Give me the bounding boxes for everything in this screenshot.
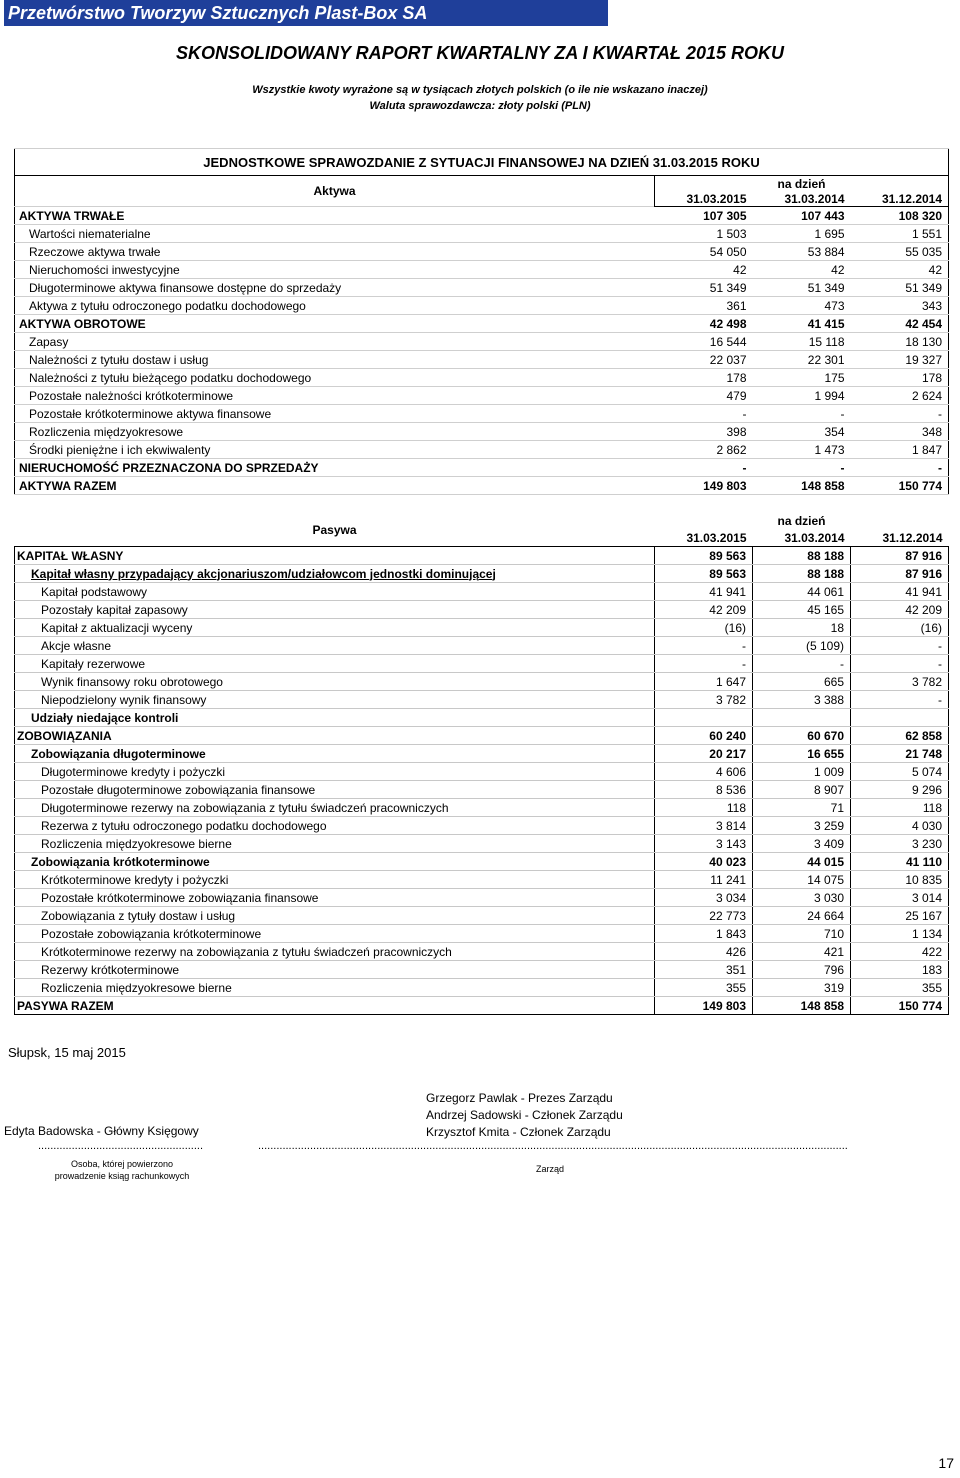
value-cell: 89 563 (655, 547, 753, 565)
row-label: Udziały niedające kontroli (15, 709, 655, 727)
value-cell: 1 847 (851, 441, 949, 459)
value-cell: 24 664 (753, 907, 851, 925)
value-cell: - (851, 459, 949, 477)
table-row (15, 925, 949, 943)
reporting-currency-note: Waluta sprawozdawcza: złoty polski (PLN) (369, 100, 591, 112)
value-cell: 178 (851, 369, 949, 387)
value-cell: 3 230 (851, 835, 949, 853)
value-cell: 421 (753, 943, 851, 961)
table-row (15, 261, 949, 279)
value-cell: 21 748 (851, 745, 949, 763)
row-label: PASYWA RAZEM (15, 997, 655, 1015)
table-row (15, 961, 949, 979)
value-cell: 1 843 (655, 925, 753, 943)
value-cell: - (655, 459, 753, 477)
value-cell: 3 814 (655, 817, 753, 835)
row-label: Kapitał z aktualizacji wyceny (15, 619, 655, 637)
report-title: SKONSOLIDOWANY RAPORT KWARTALNY ZA I KWARTAŁ 2015 ROKU (175, 43, 785, 63)
row-label: ZOBOWIĄZANIA (15, 727, 655, 745)
row-label: Zobowiązania krótkoterminowe (15, 853, 655, 871)
row-label: Pozostałe należności krótkoterminowe (15, 387, 655, 405)
value-cell: 178 (655, 369, 753, 387)
value-cell: 87 916 (851, 547, 949, 565)
table-row (15, 297, 949, 315)
value-cell: 108 320 (851, 207, 949, 225)
value-cell: 150 774 (851, 477, 949, 495)
value-cell: 796 (753, 961, 851, 979)
row-label: Krótkoterminowe kredyty i pożyczki (15, 871, 655, 889)
value-cell: 3 782 (851, 673, 949, 691)
table-row (15, 405, 949, 423)
value-cell: 18 (753, 619, 851, 637)
value-cell: 18 130 (851, 333, 949, 351)
row-label: Kapitał podstawowy (15, 583, 655, 601)
date-col-1: 31.03.2015 (655, 529, 753, 547)
table-row (15, 279, 949, 297)
table-row (15, 477, 949, 495)
table-row (15, 871, 949, 889)
table-row (15, 745, 949, 763)
table-row (15, 889, 949, 907)
value-cell: 361 (655, 297, 753, 315)
table-row (15, 979, 949, 997)
value-cell: 355 (655, 979, 753, 997)
table-row (15, 655, 949, 673)
row-label: Wartości niematerialne (15, 225, 655, 243)
row-label: Rozliczenia międzyokresowe (15, 423, 655, 441)
row-label: Długoterminowe kredyty i pożyczki (15, 763, 655, 781)
value-cell: 1 009 (753, 763, 851, 781)
table-row (15, 907, 949, 925)
value-cell: 9 296 (851, 781, 949, 799)
table-row (15, 583, 949, 601)
table-row (15, 601, 949, 619)
table-row (15, 459, 949, 477)
row-label: Aktywa z tytułu odroczonego podatku dochodowego (15, 297, 655, 315)
value-cell: 16 544 (655, 333, 753, 351)
page-number: 17 (938, 1455, 954, 1471)
value-cell: 88 188 (753, 547, 851, 565)
value-cell: 1 473 (753, 441, 851, 459)
row-label: AKTYWA OBROTOWE (15, 315, 655, 333)
value-cell: (16) (851, 619, 949, 637)
table-row (15, 619, 949, 637)
value-cell: 41 415 (753, 315, 851, 333)
value-cell: 42 (851, 261, 949, 279)
board-member-1: Grzegorz Pawlak - Prezes Zarządu (426, 1091, 613, 1105)
assets-table (14, 148, 949, 495)
table-row (15, 763, 949, 781)
value-cell: 473 (753, 297, 851, 315)
value-cell: 3 030 (753, 889, 851, 907)
row-label: Niepodzielony wynik finansowy (15, 691, 655, 709)
table-row (15, 547, 949, 565)
value-cell: 665 (753, 673, 851, 691)
board-member-2: Andrzej Sadowski - Członek Zarządu (426, 1108, 623, 1122)
value-cell: 148 858 (753, 997, 851, 1015)
row-label: Rozliczenia międzyokresowe bierne (15, 979, 655, 997)
value-cell: 44 015 (753, 853, 851, 871)
value-cell: 22 301 (753, 351, 851, 369)
table-row (15, 351, 949, 369)
table-row (15, 369, 949, 387)
value-cell: - (655, 637, 753, 655)
value-cell: 11 241 (655, 871, 753, 889)
value-cell: 1 695 (753, 225, 851, 243)
as-of-label: na dzień (777, 176, 826, 191)
value-cell: - (851, 637, 949, 655)
value-cell: 351 (655, 961, 753, 979)
date-col-2: 31.03.2014 (753, 529, 851, 547)
table-row (15, 835, 949, 853)
value-cell: 183 (851, 961, 949, 979)
table-row (15, 243, 949, 261)
row-label: Zobowiązania długoterminowe (15, 745, 655, 763)
value-cell: 150 774 (851, 997, 949, 1015)
row-label: Kapitał własny przypadający akcjonariuszom/udziałowcom jednostki dominującej (15, 565, 655, 583)
value-cell: 54 050 (655, 243, 753, 261)
statement-heading: JEDNOSTKOWE SPRAWOZDANIE Z SYTUACJI FINANSOWEJ NA DZIEŃ 31.03.2015 ROKU (15, 149, 949, 176)
row-label: Zobowiązania z tytuły dostaw i usług (15, 907, 655, 925)
assets-label: Aktywa (15, 176, 655, 207)
value-cell: 42 454 (851, 315, 949, 333)
value-cell: 426 (655, 943, 753, 961)
value-cell: 175 (753, 369, 851, 387)
value-cell: 118 (655, 799, 753, 817)
value-cell: 319 (753, 979, 851, 997)
value-cell: 25 167 (851, 907, 949, 925)
value-cell: - (851, 405, 949, 423)
date-col-3: 31.12.2014 (851, 191, 949, 207)
value-cell: 42 (655, 261, 753, 279)
place-date: Słupsk, 15 maj 2015 (8, 1045, 126, 1060)
value-cell: 42 209 (851, 601, 949, 619)
value-cell: - (851, 655, 949, 673)
table-row (15, 565, 949, 583)
value-cell: 60 240 (655, 727, 753, 745)
row-label: Akcje własne (15, 637, 655, 655)
table-row (15, 441, 949, 459)
date-col-1: 31.03.2015 (655, 191, 753, 207)
row-label: Kapitały rezerwowe (15, 655, 655, 673)
chief-accountant: Edyta Badowska - Główny Księgowy (4, 1124, 199, 1138)
value-cell: 51 349 (753, 279, 851, 297)
value-cell: 148 858 (753, 477, 851, 495)
row-label: Pozostałe krótkoterminowe zobowiązania finansowe (15, 889, 655, 907)
value-cell: 41 110 (851, 853, 949, 871)
value-cell: 51 349 (851, 279, 949, 297)
value-cell: 42 (753, 261, 851, 279)
table-row (15, 799, 949, 817)
value-cell: 1 134 (851, 925, 949, 943)
value-cell: 15 118 (753, 333, 851, 351)
value-cell: 53 884 (753, 243, 851, 261)
company-banner: Przetwórstwo Tworzyw Sztucznych Plast-Box SA (4, 0, 608, 26)
value-cell: 1 647 (655, 673, 753, 691)
row-label: Nieruchomości inwestycyjne (15, 261, 655, 279)
value-cell: 107 443 (753, 207, 851, 225)
table-row (15, 423, 949, 441)
value-cell: 22 773 (655, 907, 753, 925)
row-label: Pozostałe zobowiązania krótkoterminowe (15, 925, 655, 943)
value-cell: 20 217 (655, 745, 753, 763)
accountant-caption (38, 1158, 206, 1182)
value-cell: 2 862 (655, 441, 753, 459)
table-row (15, 781, 949, 799)
value-cell: 62 858 (851, 727, 949, 745)
table-row (15, 673, 949, 691)
value-cell: 3 782 (655, 691, 753, 709)
value-cell: 398 (655, 423, 753, 441)
row-label: Pozostałe krótkoterminowe aktywa finansowe (15, 405, 655, 423)
value-cell: 89 563 (655, 565, 753, 583)
table-row (15, 225, 949, 243)
value-cell: 60 670 (753, 727, 851, 745)
board-caption: Zarząd (535, 1164, 564, 1174)
as-of-label-2: na dzień (777, 514, 826, 528)
value-cell: 149 803 (655, 477, 753, 495)
table-row (15, 691, 949, 709)
row-label: NIERUCHOMOŚĆ PRZEZNACZONA DO SPRZEDAŻY (15, 459, 655, 477)
value-cell: - (753, 655, 851, 673)
value-cell (655, 709, 753, 727)
value-cell: 1 503 (655, 225, 753, 243)
value-cell: 107 305 (655, 207, 753, 225)
value-cell: 8 907 (753, 781, 851, 799)
value-cell: 71 (753, 799, 851, 817)
table-row (15, 387, 949, 405)
table-row (15, 637, 949, 655)
value-cell: - (753, 459, 851, 477)
row-label: Długoterminowe rezerwy na zobowiązania z tytułu świadczeń pracowniczych (15, 799, 655, 817)
value-cell: 3 409 (753, 835, 851, 853)
value-cell: 3 143 (655, 835, 753, 853)
value-cell: 88 188 (753, 565, 851, 583)
value-cell (753, 709, 851, 727)
row-label: Krótkoterminowe rezerwy na zobowiązania z tytułu świadczeń pracowniczych (15, 943, 655, 961)
row-label: AKTYWA TRWAŁE (15, 207, 655, 225)
value-cell: - (851, 691, 949, 709)
table-row (15, 853, 949, 871)
value-cell: 14 075 (753, 871, 851, 889)
value-cell: 3 014 (851, 889, 949, 907)
liabilities-table (14, 513, 949, 1015)
signature-line-board: ................................................................................................................................................................................................. (258, 1140, 848, 1152)
row-label: AKTYWA RAZEM (15, 477, 655, 495)
value-cell: 19 327 (851, 351, 949, 369)
row-label: Rezerwy krótkoterminowe (15, 961, 655, 979)
value-cell: 10 835 (851, 871, 949, 889)
date-col-3: 31.12.2014 (851, 529, 949, 547)
value-cell: 4 606 (655, 763, 753, 781)
value-cell: 8 536 (655, 781, 753, 799)
value-cell: (5 109) (753, 637, 851, 655)
value-cell: 3 034 (655, 889, 753, 907)
value-cell (851, 709, 949, 727)
value-cell: 16 655 (753, 745, 851, 763)
accountant-caption-line-1: Osoba, której powierzono (70, 1159, 174, 1169)
assets-body (15, 207, 949, 495)
board-member-3: Krzysztof Kmita - Członek Zarządu (426, 1125, 611, 1139)
board-signatures (426, 1090, 623, 1141)
value-cell: 3 259 (753, 817, 851, 835)
value-cell: 55 035 (851, 243, 949, 261)
accountant-caption-line-2: prowadzenie ksiąg rachunkowych (54, 1171, 190, 1181)
value-cell: 1 551 (851, 225, 949, 243)
table-row (15, 333, 949, 351)
value-cell: (16) (655, 619, 753, 637)
value-cell: 51 349 (655, 279, 753, 297)
value-cell: 354 (753, 423, 851, 441)
table-row (15, 727, 949, 745)
currency-note: Wszystkie kwoty wyrażone są w tysiącach złotych polskich (o ile nie wskazano inaczej) (252, 84, 708, 96)
value-cell: 41 941 (655, 583, 753, 601)
table-row (15, 207, 949, 225)
row-label: Rozliczenia międzyokresowe bierne (15, 835, 655, 853)
table-row (15, 817, 949, 835)
value-cell: 42 209 (655, 601, 753, 619)
row-label: Pozostały kapitał zapasowy (15, 601, 655, 619)
value-cell: 343 (851, 297, 949, 315)
row-label: Należności z tytułu dostaw i usług (15, 351, 655, 369)
value-cell: - (655, 655, 753, 673)
value-cell: 149 803 (655, 997, 753, 1015)
value-cell: 1 994 (753, 387, 851, 405)
value-cell: 42 498 (655, 315, 753, 333)
value-cell: 355 (851, 979, 949, 997)
signature-line-accountant: ...................................................... (38, 1140, 204, 1152)
value-cell: 2 624 (851, 387, 949, 405)
value-cell: 44 061 (753, 583, 851, 601)
value-cell: 40 023 (655, 853, 753, 871)
table-row (15, 709, 949, 727)
value-cell: 45 165 (753, 601, 851, 619)
value-cell: 422 (851, 943, 949, 961)
value-cell: 710 (753, 925, 851, 943)
value-cell: 118 (851, 799, 949, 817)
value-cell: 5 074 (851, 763, 949, 781)
value-cell: 22 037 (655, 351, 753, 369)
row-label: Środki pieniężne i ich ekwiwalenty (15, 441, 655, 459)
row-label: Pozostałe długoterminowe zobowiązania finansowe (15, 781, 655, 799)
row-label: Długoterminowe aktywa finansowe dostępne do sprzedaży (15, 279, 655, 297)
value-cell: 348 (851, 423, 949, 441)
row-label: Rezerwa z tytułu odroczonego podatku dochodowego (15, 817, 655, 835)
row-label: Zapasy (15, 333, 655, 351)
value-cell: - (753, 405, 851, 423)
table-row (15, 315, 949, 333)
value-cell: 87 916 (851, 565, 949, 583)
row-label: Wynik finansowy roku obrotowego (15, 673, 655, 691)
value-cell: - (655, 405, 753, 423)
liabilities-label: Pasywa (312, 522, 357, 537)
table-row (15, 997, 949, 1015)
value-cell: 479 (655, 387, 753, 405)
row-label: Rzeczowe aktywa trwałe (15, 243, 655, 261)
table-row (15, 943, 949, 961)
row-label: KAPITAŁ WŁASNY (15, 547, 655, 565)
liabilities-body (15, 547, 949, 1015)
value-cell: 4 030 (851, 817, 949, 835)
value-cell: 41 941 (851, 583, 949, 601)
date-col-2: 31.03.2014 (753, 191, 851, 207)
value-cell: 3 388 (753, 691, 851, 709)
row-label: Należności z tytułu bieżącego podatku dochodowego (15, 369, 655, 387)
